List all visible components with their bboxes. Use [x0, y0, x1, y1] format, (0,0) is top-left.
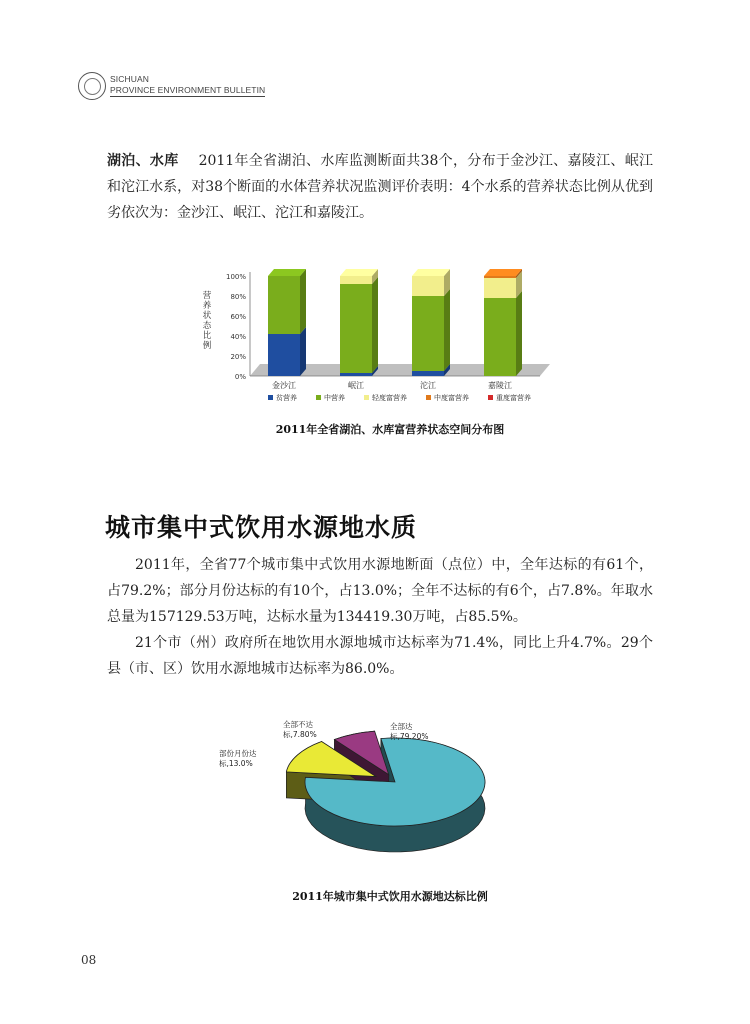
bar-chart-caption: 2011年全省湖泊、水库富营养状态空间分布图: [275, 423, 505, 436]
legend-entry: 中营养: [324, 394, 345, 402]
y-tick-label: 100%: [225, 273, 246, 281]
lakes-text: 2011年全省湖泊、水库监测断面共38个，分布于金沙江、嘉陵江、岷江和沱江水系，对38个断面的水体营养状况监测评价表明：4个水系的营养状态比例从优到劣依次为：金沙江、岷江、沱江和嘉陵江。: [107, 153, 654, 221]
bulletin-header: [78, 70, 266, 102]
category-label: 金沙江: [272, 381, 296, 390]
bar-segment-side: [516, 291, 522, 376]
bar-segment: [412, 296, 444, 371]
bar-segment: [268, 276, 300, 334]
legend-swatch: [364, 395, 369, 400]
bar-segment: [484, 276, 516, 278]
pie-slice-label: 部份月份达标,13.0%: [219, 749, 257, 768]
y-axis-label: 态: [202, 321, 212, 331]
lakes-paragraph: [107, 148, 653, 226]
category-label: 嘉陵江: [488, 381, 512, 390]
bar-segment: [484, 298, 516, 376]
bar-top: [412, 269, 450, 276]
paragraph-1: 2011年，全省77个城市集中式饮用水源地断面（点位）中，全年达标的有61个，占79.2%；部分月份达标的有10个，占13.0%；全年不达标的有6个，占7.8%。年取水总量为157129.53万吨，达标水量为134419.30万吨，占85.5%。: [107, 557, 653, 625]
bar-segment-side: [444, 289, 450, 371]
bar-top: [484, 269, 522, 276]
y-axis-label: 比: [202, 331, 212, 341]
pie-chart-caption: 2011年城市集中式饮用水源地达标比例: [292, 890, 488, 903]
y-axis-label: 例: [202, 341, 212, 351]
legend-swatch: [316, 395, 321, 400]
bar-segment: [340, 276, 372, 284]
bar-top: [268, 269, 306, 276]
compliance-pie-chart: [205, 712, 505, 872]
paragraph-2: 21个市（州）政府所在地饮用水源地城市达标率为71.4%，同比上升4.7%。29个县（市、区）饮用水源地城市达标率为86.0%。: [107, 635, 653, 677]
y-axis-label: 状: [202, 311, 212, 321]
legend-swatch: [488, 395, 493, 400]
y-tick-label: 20%: [230, 353, 246, 361]
bar-segment-side: [300, 327, 306, 376]
trophic-status-bar-chart: [190, 260, 580, 420]
bar-segment: [268, 334, 300, 376]
y-axis-label: 营: [202, 291, 212, 301]
y-tick-label: 40%: [230, 333, 246, 341]
category-label: 沱江: [420, 381, 436, 390]
pie-slice-label: 全部不达标,7.80%: [283, 720, 317, 739]
y-tick-label: 60%: [230, 313, 246, 321]
header-line-2: PROVINCE ENVIRONMENT BULLETIN: [110, 85, 266, 95]
y-axis-label: 养: [202, 301, 212, 311]
legend-entry: 重度富营养: [496, 394, 531, 402]
province-seal-icon: [78, 72, 106, 100]
bar-segment: [412, 276, 444, 296]
bar-segment: [340, 373, 372, 376]
y-tick-label: 0%: [234, 373, 246, 381]
section-title: 城市集中式饮用水源地水质: [105, 513, 418, 542]
header-line-1: SICHUAN: [110, 74, 149, 84]
legend-swatch: [268, 395, 273, 400]
page-number: 08: [81, 953, 97, 967]
pie-slice-label: 全部达标,79.20%: [390, 722, 429, 741]
bar-segment: [484, 278, 516, 298]
legend-entry: 轻度富营养: [372, 394, 407, 402]
bar-segment: [412, 371, 444, 376]
legend-swatch: [426, 395, 431, 400]
legend-entry: 贫营养: [276, 394, 297, 402]
legend-entry: 中度富营养: [434, 394, 469, 402]
bar-segment: [340, 284, 372, 373]
bar-segment-side: [372, 277, 378, 373]
bar-segment-side: [300, 269, 306, 334]
bar-top: [340, 269, 378, 276]
category-label: 岷江: [348, 381, 364, 390]
y-tick-label: 80%: [230, 293, 246, 301]
lakes-lead: 湖泊、水库: [107, 153, 179, 169]
